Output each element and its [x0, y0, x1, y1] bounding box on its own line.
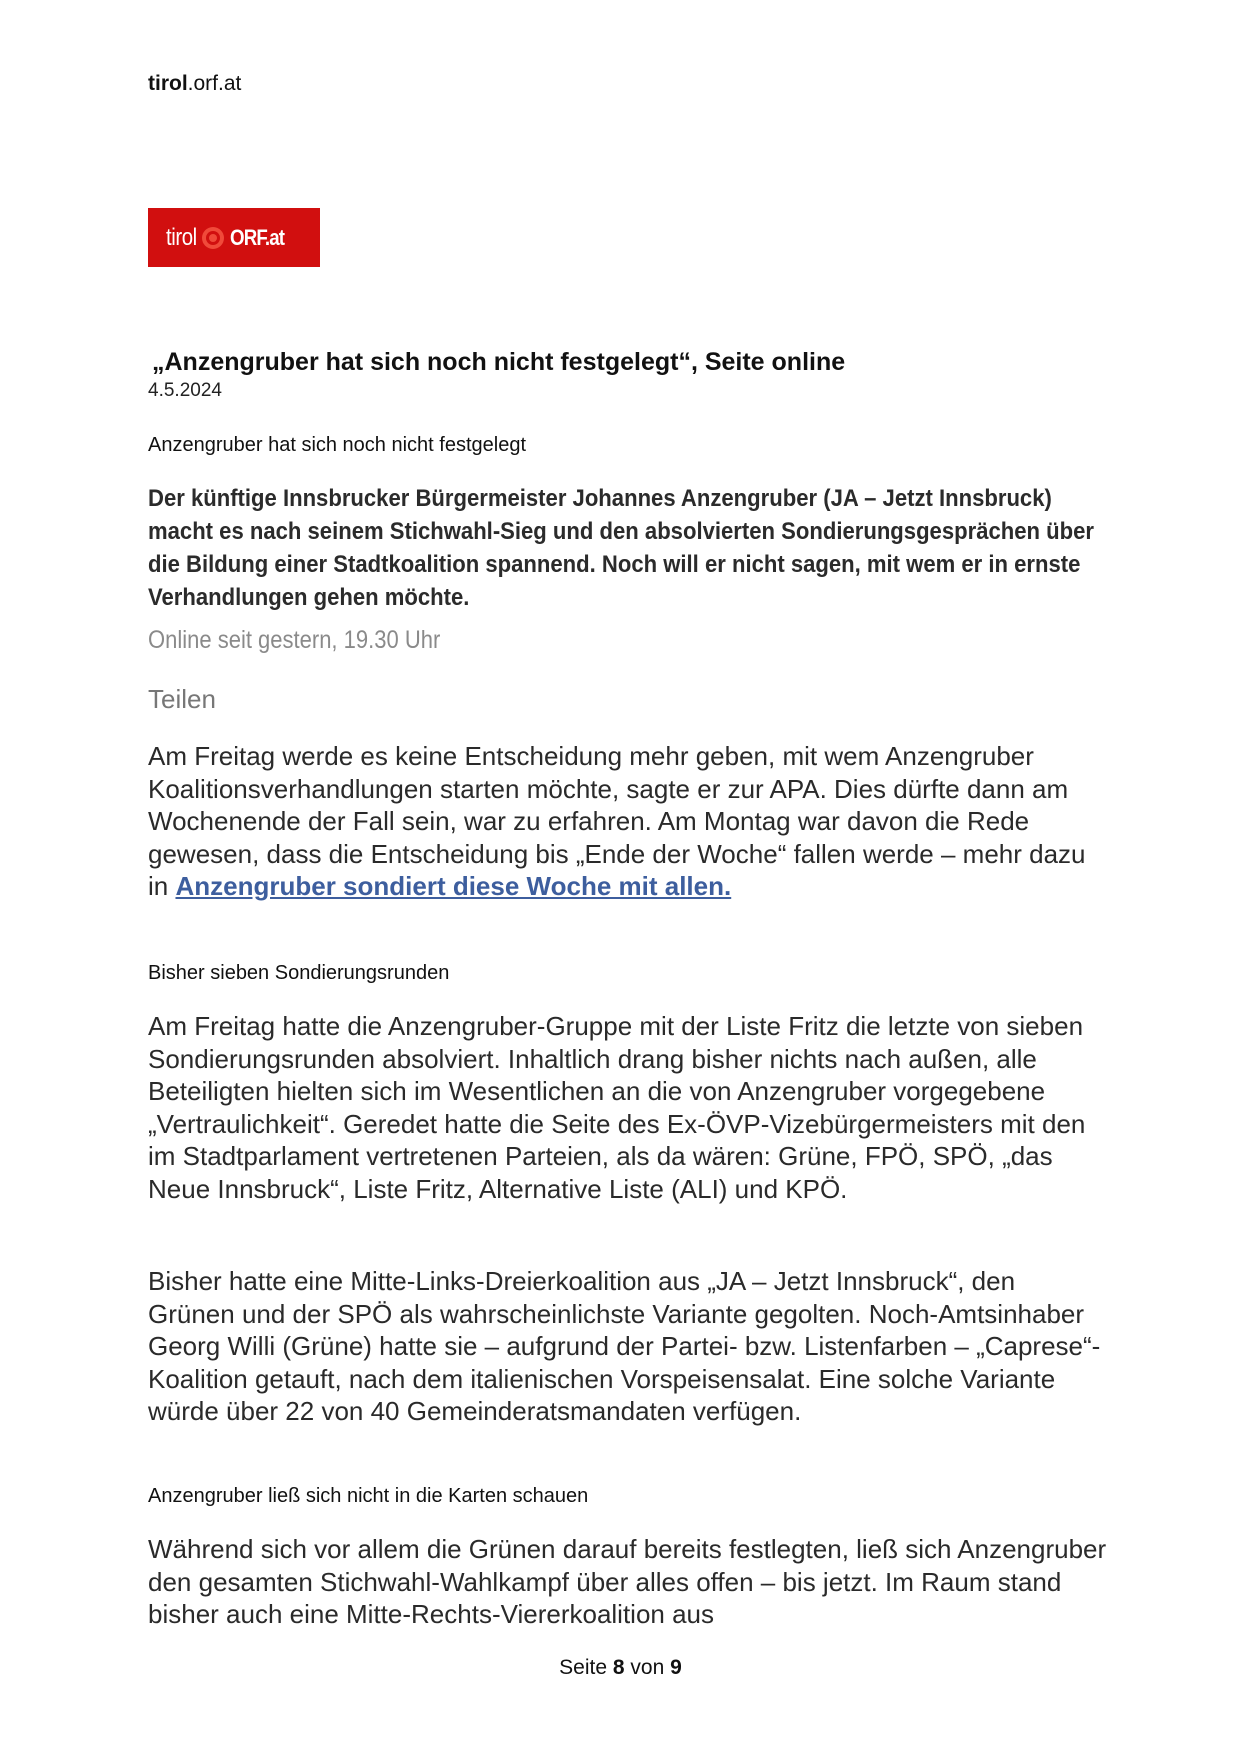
online-since: Online seit gestern, 19.30 Uhr [148, 626, 441, 654]
footer-middle: von [630, 1656, 665, 1679]
share-link[interactable]: Teilen [148, 684, 216, 714]
page-footer [0, 1656, 1241, 1680]
related-article-link[interactable]: Anzengruber sondiert diese Woche mit allen. [175, 871, 732, 901]
footer-prefix: Seite [559, 1656, 608, 1679]
article-title: „Anzengruber hat sich noch nicht festgelegt“, Seite online [152, 348, 846, 376]
paragraph-1 [148, 740, 1108, 903]
article-date: 4.5.2024 [148, 380, 222, 401]
paragraph-4: Während sich vor allem die Grünen darauf bereits festlegten, ließ sich Anzengruber den gesamten Stichwahl-Wahlkampf über alles offen – bis jetzt. Im Raum stand bisher auch eine Mitte-Rechts-Viererkoalition aus [148, 1534, 1107, 1629]
site-header-bold: tirol [148, 72, 188, 95]
section-heading-karten: Anzengruber ließ sich nicht in die Karten schauen [148, 1485, 589, 1507]
orf-tirol-logo [148, 208, 320, 267]
footer-current-page: 8 [612, 1656, 625, 1679]
site-header [148, 72, 241, 96]
footer-total-pages: 9 [670, 1656, 682, 1679]
logo-right-text: ORF.at [230, 224, 285, 250]
paragraph-2: Am Freitag hatte die Anzengruber-Gruppe mit der Liste Fritz die letzte von sieben Sondierungsrunden absolviert. Inhaltlich drang bisher nichts nach außen, alle Beteiligten hielten sich im Wesentlichen an die von Anzengruber vorgegebene „Vertraulichkeit“. Geredet hatte die Seite des Ex-ÖVP-Vizebürgermeisters mit den im Stadtparlament vertretenen Parteien, als da wären: Grüne, FPÖ, SPÖ, „das Neue Innsbruck“, Liste Fritz, Alternative Liste (ALI) und KPÖ. [148, 1011, 1086, 1204]
article-lead [148, 482, 1094, 614]
orf-ring-icon [200, 225, 226, 251]
article-lead-text: Der künftige Innsbrucker Bürgermeister Johannes Anzengruber (JA – Jetzt Innsbruck) macht es nach seinem Stichwahl-Sieg und den absolvierten Sondierungsgesprächen über die Bildung einer Stadtkoalition spannend. Noch will er nicht sagen, mit wem er in ernste Verhandlungen gehen möchte. [148, 485, 1094, 611]
logo-left-text: tirol [166, 223, 197, 251]
section-heading-sondierungsrunden: Bisher sieben Sondierungsrunden [148, 962, 450, 984]
paragraph-1-text: Am Freitag werde es keine Entscheidung mehr geben, mit wem Anzengruber Koalitionsverhandlungen starten möchte, sagte er zur APA. Dies dürfte dann am Wochenende der Fall sein, war zu erfahren. Am Montag war davon die Rede gewesen, dass die Entscheidung bis „Ende der Woche“ fallen werde – mehr dazu in [148, 741, 1086, 901]
article-subhead: Anzengruber hat sich noch nicht festgelegt [148, 434, 527, 456]
paragraph-3: Bisher hatte eine Mitte-Links-Dreierkoalition aus „JA – Jetzt Innsbruck“, den Grünen und der SPÖ als wahrscheinlichste Variante gegolten. Noch-Amtsinhaber Georg Willi (Grüne) hatte sie – aufgrund der Partei- bzw. Listenfarben – „Caprese“-Koalition getauft, nach dem italienischen Vorspeisensalat. Eine solche Variante würde über 22 von 40 Gemeinderatsmandaten verfügen. [148, 1266, 1101, 1426]
site-header-rest: .orf.at [187, 72, 242, 95]
